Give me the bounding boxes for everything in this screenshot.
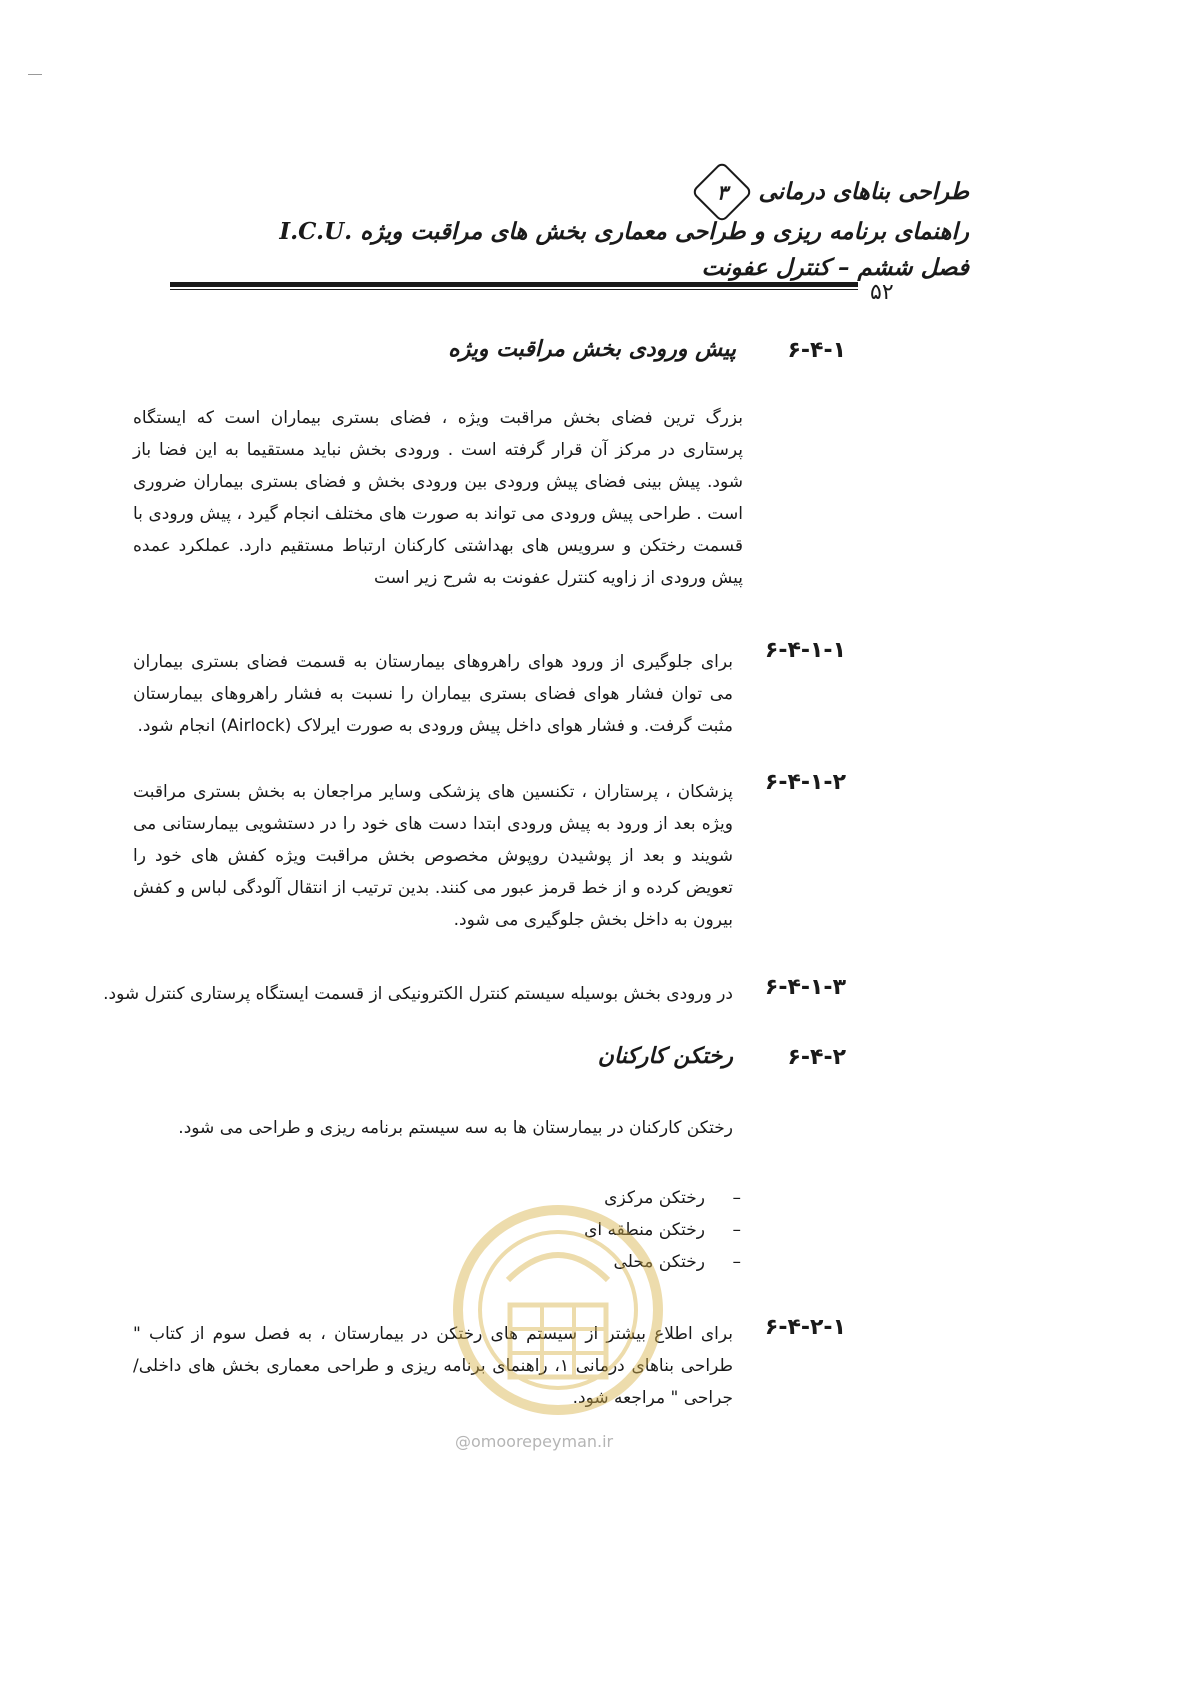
section-number: ۶-۴-۱-۳	[764, 975, 846, 1000]
page-edge-mark	[28, 74, 42, 75]
page-number: ۵۲	[870, 280, 894, 305]
watermark-seal-logo	[448, 1200, 668, 1420]
series-title-row	[209, 170, 969, 214]
list-item: – رختکن محلی	[584, 1246, 741, 1278]
section-title: رختکن کارکنان	[597, 1043, 733, 1069]
running-header	[209, 170, 969, 286]
section-body: در ورودی بخش بوسیله سیستم کنترل الکترونیکی از قسمت ایستگاه پرستاری کنترل شود.	[103, 984, 733, 1004]
section-body: برای اطلاع بیشتر از سیستم های رختکن در بیمارستان ، به فصل سوم از کتاب " طراحی بناهای درمانی ۱، راهنمای برنامه ریزی و طراحی معماری بخش های داخلی/جراحی " مراجعه شود.	[133, 1324, 734, 1408]
section-body: پزشکان ، پرستاران ، تکنسین های پزشکی وسایر مراجعان به بخش بستری مراقبت ویژه بعد از ورود به پیش ورودی ابتدا دست های خود را در دستشویی بیمارستانی می شویند و بعد از پوشیدن روپوش مخصوص بخش مراقبت ویژه کفش های خود را تعویض کرده و از خط قرمز عبور می کنند. بدین ترتیب از انتقال آلودگی لباس و کفش بیرون به داخل بخش جلوگیری می شود.	[133, 782, 733, 930]
section-number: ۶-۴-۱-۱	[764, 638, 846, 663]
section-body: برای جلوگیری از ورود هوای راهروهای بیمارستان به قسمت فضای بستری بیماران می توان فشار هوای فضای بستری بیماران را نسبت به فشار راهروهای بیمارستان مثبت گرفت. و فشار هوای داخل پیش ورودی به صورت ایرلاک (Airlock) انجام شود.	[133, 652, 733, 736]
section-number: ۶-۴-۲-۱	[764, 1315, 846, 1340]
section-number: ۶-۴-۲	[787, 1045, 846, 1070]
list-item: – رختکن مرکزی	[584, 1182, 741, 1214]
list-marker: –	[732, 1220, 741, 1240]
list-marker: –	[732, 1188, 741, 1208]
list-item: – رختکن منطقه ای	[584, 1214, 741, 1246]
series-title: طراحی بناهای درمانی	[758, 178, 969, 205]
section-number: ۶-۴-۱-۲	[764, 770, 846, 795]
book-title: راهنمای برنامه ریزی و طراحی معماری بخش های مراقبت ویژه .I.C.U	[279, 218, 969, 245]
watermark-text: @omoorepeyman.ir	[455, 1432, 614, 1451]
section-body: بزرگ ترین فضای بخش مراقبت ویژه ، فضای بستری بیماران است که ایستگاه پرستاری در مرکز آن قرار گرفته است . ورودی بخش نباید مستقیما به این فضا باز شود. پیش بینی فضای پیش ورودی بین ورودی بخش و فضای بستری بیماران ضروری است . طراحی پیش ورودی می تواند به صورت های مختلف انجام گیرد ، پیش ورودی با قسمت رختکن و سرویس های بهداشتی کارکنان ارتباط مستقیم دارد. عملکرد عمده پیش ورودی از زاویه کنترل عفونت به شرح زیر است	[133, 408, 743, 588]
header-rule	[170, 282, 858, 290]
section-body: رختکن کارکنان در بیمارستان ها به سه سیستم برنامه ریزی و طراحی می شود.	[178, 1118, 733, 1138]
series-number: ۳	[717, 180, 728, 204]
list-marker: –	[732, 1252, 741, 1272]
section-title: پیش ورودی بخش مراقبت ویژه	[448, 336, 736, 362]
chapter-title: فصل ششم – کنترل عفونت	[701, 254, 969, 281]
section-number: ۶-۴-۱	[787, 338, 846, 363]
